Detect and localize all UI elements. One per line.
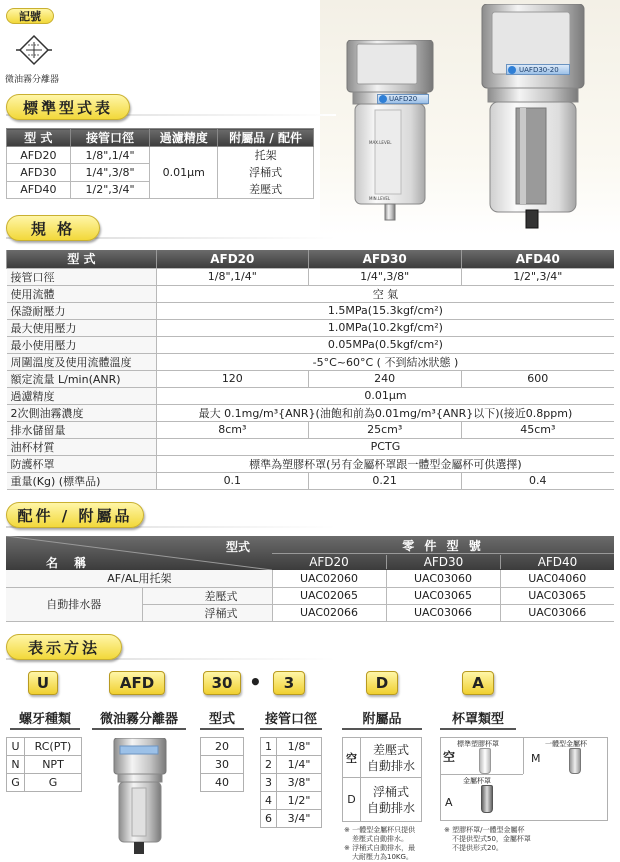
afd30-logo-icon [508, 66, 516, 74]
std-port: 1/8",1/4" [70, 147, 150, 164]
spec-row-label: 接管口徑 [7, 268, 157, 285]
spec-row [7, 353, 615, 370]
port-code: 3 [261, 774, 277, 792]
acc-bracket-label: AF/AL用托架 [6, 570, 272, 587]
spec-row-value: 0.01μm [156, 387, 614, 404]
spec-row-value: 240 [308, 370, 461, 387]
accessory-model-header: 型式 [226, 540, 251, 554]
spec-table [6, 250, 614, 490]
port-size: 1/4" [277, 756, 322, 774]
spec-row-label: 額定流量 L/min(ANR) [7, 370, 157, 387]
symbol-caption: 微油霧分離器 [5, 75, 60, 85]
std-precision: 0.01μm [150, 147, 218, 199]
acc-auto-drain-label: 自動排水器 [6, 587, 142, 621]
accessory-partno-header: 零 件 型 號 [402, 539, 484, 553]
accessory-note [344, 826, 438, 862]
code-port: 3 [273, 671, 305, 695]
std-accessory-diff: 差壓式 [249, 183, 283, 196]
order-product-image [110, 738, 170, 856]
bowl-plastic-label: 標準塑膠杯罩 [457, 740, 499, 748]
accessory-col-afd20: AFD20 [309, 555, 349, 569]
spec-row-value: PCTG [156, 438, 614, 455]
acc-option-code: D [343, 778, 361, 822]
spec-row-label: 周圍溫度及使用流體溫度 [7, 353, 157, 370]
thread-code: N [7, 756, 25, 774]
acc-diff-afd20: UAC02065 [272, 587, 386, 604]
spec-row [7, 404, 615, 421]
spec-row-value: 25cm³ [308, 421, 461, 438]
bowl-integral-label: 一體型金屬杯 [545, 740, 587, 748]
accessory-col-afd40: AFD40 [500, 555, 614, 569]
accessory-note-line: ※ 浮桶式自動排水，最 [344, 844, 416, 852]
spec-row-label: 排水儲留量 [7, 421, 157, 438]
acc-option-desc: 自動排水 [366, 758, 415, 773]
port-code: 1 [261, 738, 277, 756]
spec-row [7, 336, 615, 353]
thread-code: U [7, 738, 25, 756]
label-bowl: 杯罩類型 [440, 708, 516, 730]
port-size: 3/8" [277, 774, 322, 792]
spec-row-value: 0.4 [461, 472, 614, 489]
accessory-col-afd30: AFD30 [386, 555, 500, 569]
spec-row [7, 370, 615, 387]
acc-bracket-afd20: UAC02060 [272, 570, 386, 587]
bowl-code-blank: 空 [443, 750, 456, 764]
code-thread: U [28, 671, 58, 695]
afd30-product-image [478, 4, 588, 230]
spec-row-value: 600 [461, 370, 614, 387]
acc-diff-afd40: UAC03065 [500, 587, 614, 604]
acc-diff-afd30: UAC03065 [386, 587, 500, 604]
std-header-model: 型 式 [7, 129, 71, 147]
port-size: 3/4" [277, 810, 322, 828]
accessory-options [342, 737, 422, 822]
std-header-precision: 過濾精度 [150, 129, 218, 147]
accessory-title: 配件 / 附屬品 [6, 502, 144, 528]
spec-row [7, 387, 615, 404]
acc-float-afd30: UAC03066 [386, 604, 500, 621]
std-port: 1/2",3/4" [70, 181, 150, 198]
code-bowl: A [462, 671, 494, 695]
spec-row-label: 防護杯罩 [7, 455, 157, 472]
spec-row-value: 45cm³ [461, 421, 614, 438]
spec-row [7, 455, 615, 472]
standard-table [6, 128, 314, 199]
spec-row-value: 0.21 [308, 472, 461, 489]
spec-row-value: -5°C~60°C ( 不到結冰狀態 ) [156, 353, 614, 370]
port-size: 1/2" [277, 792, 322, 810]
size-option: 40 [201, 774, 244, 792]
spec-row-label: 過濾精度 [7, 387, 157, 404]
spec-row-value: 1.0MPa(10.2kgf/cm²) [156, 319, 614, 336]
bowl-code-a: A [445, 796, 453, 809]
label-port: 接管口徑 [260, 708, 322, 730]
code-series: AFD [109, 671, 165, 695]
spec-row [7, 421, 615, 438]
spec-row-label: 保證耐壓力 [7, 302, 157, 319]
spec-row [7, 285, 615, 302]
thread-code: G [7, 774, 25, 792]
bowl-metal-icon [481, 785, 493, 813]
bowl-divider [523, 738, 524, 774]
label-accessory: 附屬品 [342, 708, 422, 730]
spec-row-value: 空 氣 [156, 285, 614, 302]
afd20-label-strip: UAFD20 [377, 94, 429, 104]
port-code: 4 [261, 792, 277, 810]
std-port: 1/4",3/8" [70, 164, 150, 181]
port-size: 1/8" [277, 738, 322, 756]
std-model: AFD40 [7, 181, 71, 198]
standard-title: 標準型式表 [6, 94, 130, 120]
acc-option-code: 空 [343, 738, 361, 778]
spec-row-value: 標準為塑膠杯罩(另有金屬杯罩跟一體型金屬杯可供選擇) [156, 455, 614, 472]
acc-bracket-afd40: UAC04060 [500, 570, 614, 587]
spec-header-afd40: AFD40 [461, 250, 614, 268]
std-accessory-bracket: 托架 [254, 149, 277, 162]
thread-options [6, 737, 82, 792]
port-code: 6 [261, 810, 277, 828]
spec-row-value: 0.05MPa(0.5kgf/cm²) [156, 336, 614, 353]
spec-row-label: 使用流體 [7, 285, 157, 302]
size-option: 20 [201, 738, 244, 756]
bowl-options [440, 737, 608, 821]
order-title: 表示方法 [6, 634, 122, 660]
acc-diff-label: 差壓式 [142, 587, 272, 604]
bowl-note-line: 不提供型式50，金屬杯罩 [452, 835, 531, 843]
acc-option-name: 浮桶式 [372, 784, 409, 799]
thread-name: G [25, 774, 82, 792]
spec-row-value: 1/4",3/8" [308, 268, 461, 285]
spec-row [7, 438, 615, 455]
afd30-label-strip: UAFD30-20 [506, 64, 570, 75]
max-level-mark: MAX.LEVEL [369, 140, 392, 145]
afd20-logo-icon [379, 95, 387, 103]
acc-float-afd40: UAC03066 [500, 604, 614, 621]
spec-row-value: 0.1 [156, 472, 308, 489]
spec-header-afd20: AFD20 [156, 250, 308, 268]
std-model: AFD20 [7, 147, 71, 164]
code-separator: • [249, 670, 262, 694]
spec-title: 規 格 [6, 215, 100, 241]
min-level-mark: MIN.LEVEL [369, 196, 391, 201]
std-header-port: 接管口徑 [70, 129, 150, 147]
bowl-note-line: 不提供形式20。 [452, 844, 503, 852]
spec-row-value: 1.5MPa(15.3kgf/cm²) [156, 302, 614, 319]
spec-row-label: 重量(Kg) (標準品) [7, 472, 157, 489]
port-options [260, 737, 322, 828]
spec-row [7, 319, 615, 336]
label-series: 微油霧分離器 [92, 708, 186, 730]
accessory-header-divider [272, 553, 614, 554]
spec-row-label: 最小使用壓力 [7, 336, 157, 353]
bowl-note [444, 826, 574, 853]
spec-row-value: 8cm³ [156, 421, 308, 438]
spec-row-label: 最大使用壓力 [7, 319, 157, 336]
bowl-note-line: ※ 塑膠杯罩/一體型金屬杯 [444, 826, 525, 834]
bowl-plastic-icon [479, 748, 491, 774]
std-header-accessory: 附屬品 / 配件 [218, 129, 314, 147]
accessory-note-line: ※ 一體型金屬杯只提供 [344, 826, 416, 834]
port-code: 2 [261, 756, 277, 774]
mist-separator-symbol-icon [16, 32, 52, 68]
symbol-header: 記號 [6, 8, 54, 24]
code-accessory: D [366, 671, 398, 695]
accessory-table [6, 570, 614, 622]
spec-header-afd30: AFD30 [308, 250, 461, 268]
bowl-code-m: M [531, 752, 541, 765]
spec-rows [7, 268, 615, 489]
accessory-note-line: 大耐壓力為10KG。 [352, 853, 413, 861]
size-option: 30 [201, 756, 244, 774]
label-thread: 螺牙種類 [10, 708, 80, 730]
label-size: 型式 [200, 708, 244, 730]
spec-row [7, 268, 615, 285]
acc-float-label: 浮桶式 [142, 604, 272, 621]
code-size: 30 [203, 671, 241, 695]
bowl-metal-label: 金屬杯罩 [463, 777, 491, 785]
spec-row-label: 2次側油霧濃度 [7, 404, 157, 421]
acc-option-desc: 自動排水 [366, 800, 415, 815]
size-options [200, 737, 244, 792]
thread-name: NPT [25, 756, 82, 774]
bowl-row-divider [441, 774, 523, 775]
spec-row-label: 油杯材質 [7, 438, 157, 455]
spec-row-value: 120 [156, 370, 308, 387]
acc-float-afd20: UAC02066 [272, 604, 386, 621]
accessory-note-line: 差壓式自動排水。 [352, 835, 408, 843]
spec-row-value: 1/8",1/4" [156, 268, 308, 285]
acc-bracket-afd30: UAC03060 [386, 570, 500, 587]
acc-option-name: 差壓式 [372, 742, 409, 757]
accessory-name-header: 名 稱 [46, 556, 93, 570]
spec-header-model: 型 式 [7, 250, 157, 268]
spec-row-value: 1/2",3/4" [461, 268, 614, 285]
bowl-integral-icon [569, 748, 581, 774]
std-accessory-float: 浮桶式 [249, 166, 283, 179]
afd20-product-image [345, 40, 435, 225]
thread-name: RC(PT) [25, 738, 82, 756]
spec-row [7, 302, 615, 319]
spec-row-value: 最大 0.1mg/m³{ANR}(油飽和前為0.01mg/m³{ANR}以下)(接近0.8ppm) [156, 404, 614, 421]
spec-row [7, 472, 615, 489]
std-model: AFD30 [7, 164, 71, 181]
